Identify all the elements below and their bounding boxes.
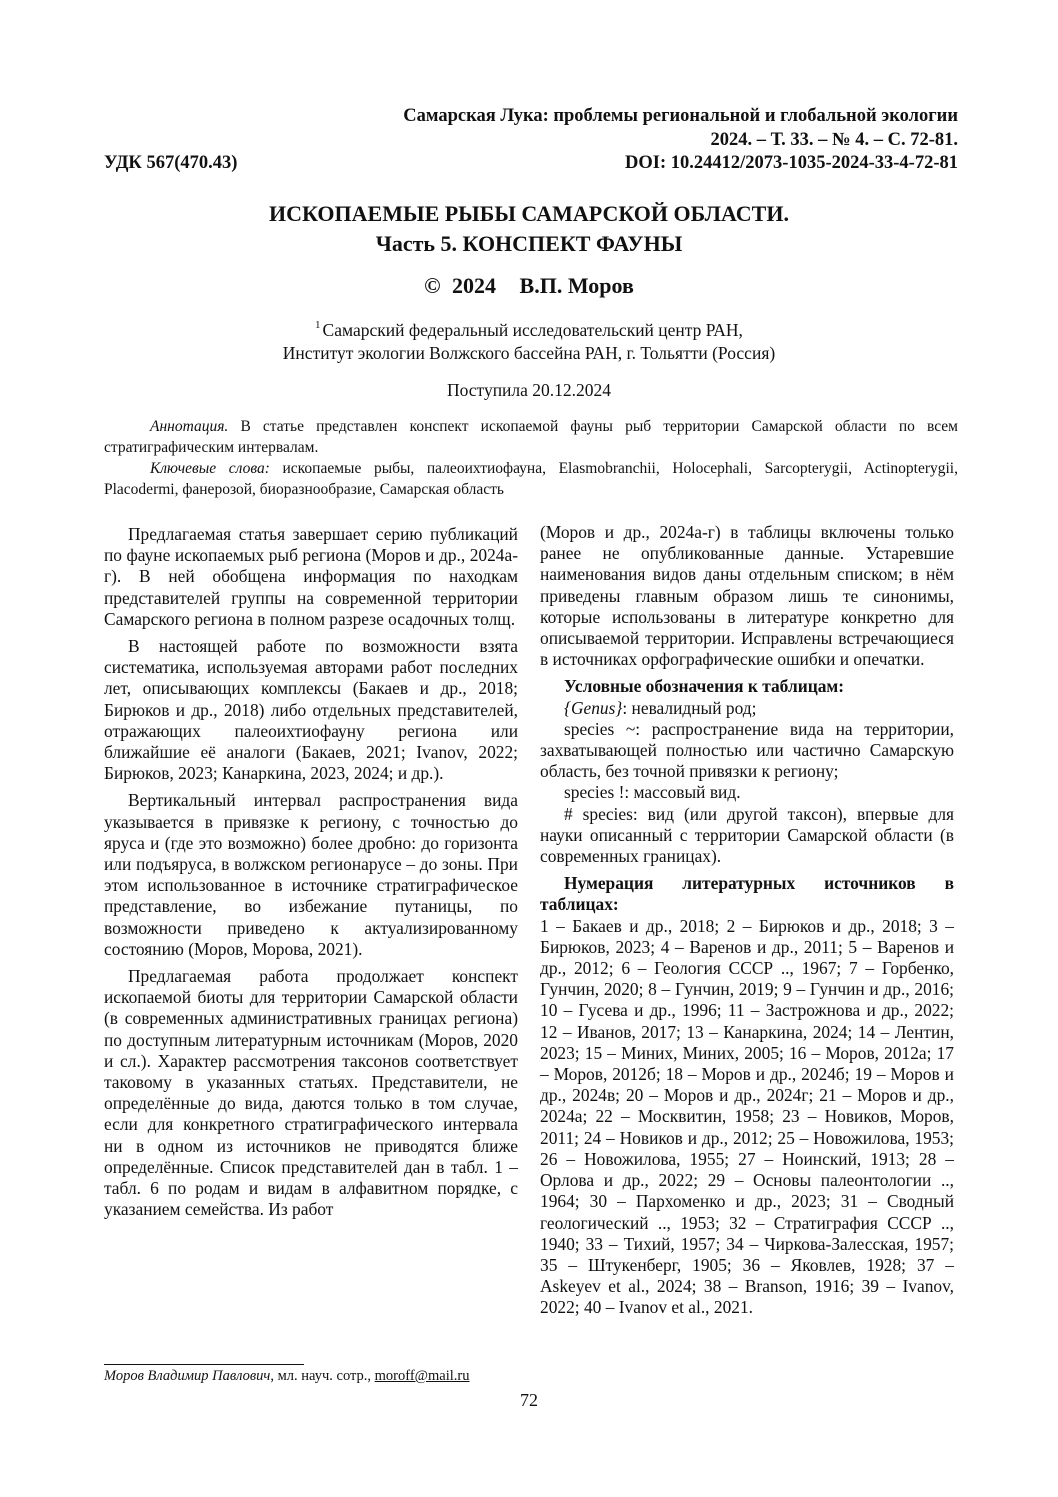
journal-issue: 2024. – Т. 33. – № 4. – С. 72-81. bbox=[710, 130, 958, 150]
body-paragraph: (Моров и др., 2024а-г) в таблицы включены только ранее не опубликованные данные. Устаревшие наименования видов даны отдельным списком; в нём приведены главным образом лишь те синонимы, которые использованы в литературе конкретно для описываемой территории. Исправлены встречающиеся в источниках орфографические ошибки и опечатки. bbox=[540, 522, 954, 670]
author-footnote bbox=[104, 1368, 469, 1385]
author-line bbox=[100, 273, 958, 299]
abstract bbox=[104, 416, 958, 458]
author-year: 2024 bbox=[452, 273, 497, 298]
body-paragraph: Предлагаемая работа продолжает конспект ископаемой биоты для территории Самарской области (в современных административных границах региона) по доступным литературным источникам (Моров, 2020 и сл.). Характер рассмотрения таксонов соответствует таковому в указанных статьях. Представители, не определённые до вида, даются только в том случае, если для конкретного стратиграфического интервала ни в одном из источников не приводятся ближе определённые. Список представителей дан в табл. 1 – табл. 6 по родам и видам в алфавитном порядке, с указанием семейства. Из работ bbox=[104, 966, 518, 1220]
page-number: 72 bbox=[520, 1390, 538, 1410]
legend-new-species: # species: вид (или другой таксон), впервые для науки описанный с территории Самарской области (в современных границах). bbox=[540, 803, 954, 867]
references-numbering: 1 – Бакаев и др., 2018; 2 – Бирюков и др., 2018; 3 – Бирюков, 2023; 4 – Варенов и др., 2011; 5 – Варенов и др., 2012; 6 – Геология СССР .., 1967; 7 – Горбенко, Гунчин, 2020; 8 – Гунчин, 2019; 9 – Гунчин и др., 2016; 10 – Гусева и др., 1996; 11 – Застрожнова и др., 2022; 12 – Иванов, 2017; 13 – Канаркина, 2024; 14 – Лентин, 2023; 15 – Миних, Миних, 2005; 16 – Моров, 2012а; 17 – Моров, 2012б; 18 – Моров и др., 2024б; 19 – Моров и др., 2024в; 20 – Моров и др., 2024г; 21 – Моров и др., 2024а; 22 – Москвитин, 1958; 23 – Новиков, Моров, 2011; 24 – Новиков и др., 2012; 25 – Новожилова, 1953; 26 – Новожилова, 1955; 27 – Ноинский, 1913; 28 – Орлова и др., 2022; 29 – Основы палеонтологии .., 1964; 30 – Пархоменко и др., 2023; 31 – Сводный геологический .., 1953; 32 – Стратиграфия СССР .., 1940; 33 – Тихий, 1957; 34 – Чиркова-Залесская, 1957; 35 – Штукенберг, 1905; 36 – Яковлев, 1928; 37 – Askeyev et al., 2024; 38 – Branson, 1916; 39 – Ivanov, 2022; 40 – Ivanov et al., 2021. bbox=[540, 915, 954, 1318]
doi[interactable]: DOI: 10.24412/2073-1035-2024-33-4-72-81 bbox=[625, 153, 958, 173]
author-name: В.П. Моров bbox=[519, 273, 634, 298]
affiliation-marker: 1 bbox=[315, 319, 321, 331]
title-line-1: ИСКОПАЕМЫЕ РЫБЫ САМАРСКОЙ ОБЛАСТИ. bbox=[269, 201, 789, 226]
keywords-label: Ключевые слова: bbox=[150, 460, 270, 477]
journal-header bbox=[403, 104, 958, 152]
legend-genus-symbol: {Genus} bbox=[564, 697, 623, 718]
affiliation-line-1: Самарский федеральный исследовательский центр РАН, bbox=[322, 320, 743, 340]
body-paragraph: Предлагаемая статья завершает серию публикаций по фауне ископаемых рыб региона (Моров и др., 2024а-г). В ней обобщена информация по находкам представителей группы на современной территории Самарского региона в полном разрезе осадочных толщ. bbox=[104, 524, 518, 629]
abstract-block bbox=[104, 416, 958, 500]
legend-heading: Условные обозначения к таблицам: bbox=[564, 676, 845, 697]
references-heading: Нумерация литературных источников в таблицах: bbox=[540, 873, 954, 915]
title-line-2: Часть 5. КОНСПЕКТ ФАУНЫ bbox=[375, 231, 683, 256]
body-column-right bbox=[540, 522, 954, 1325]
abstract-text: В статье представлен конспект ископаемой фауны рыб территории Самарской области по всем стратиграфическим интервалам. bbox=[104, 418, 958, 456]
footnote-position: , мл. науч. сотр., bbox=[270, 1368, 375, 1384]
keywords bbox=[104, 458, 958, 500]
footnote-author-name: Моров Владимир Павлович bbox=[104, 1368, 271, 1384]
body-column-left bbox=[104, 524, 518, 1227]
legend-range: species ~: распространение вида на территории, захватывающей полностью или частично Самарскую область, без точной привязки к региону; bbox=[540, 718, 954, 782]
footnote-rule bbox=[104, 1364, 304, 1365]
received-date: Поступила 20.12.2024 bbox=[446, 380, 612, 400]
journal-name: Самарская Лука: проблемы региональной и глобальной экологии bbox=[403, 106, 958, 126]
copyright-symbol: © bbox=[424, 273, 441, 298]
legend-mass: species !: массовый вид. bbox=[564, 782, 741, 803]
body-paragraph: Вертикальный интервал распространения вида указывается в привязке к региону, с точностью до яруса и (где это возможно) более дробно: до горизонта или подъяруса, в волжском регионарусе – до зоны. При этом использованное в источнике стратиграфическое представление, во избежание путаницы, по возможности приведено к актуализированному состоянию (Моров, Морова, 2021). bbox=[104, 790, 518, 959]
article-title bbox=[100, 199, 958, 259]
abstract-label: Аннотация. bbox=[150, 418, 229, 435]
body-paragraph: В настоящей работе по возможности взята систематика, используемая авторами работ последних лет, описывающих комплексы (Бакаев и др., 2018; Бирюков и др., 2018) либо отдельных представителей, отражающих палеоихтиофауну региона или ближайшие её аналоги (Бакаев, 2021; Ivanov, 2022; Бирюков, 2023; Канаркина, 2023, 2024; и др.). bbox=[104, 636, 518, 784]
udk-code: УДК 567(470.43) bbox=[104, 153, 238, 173]
keywords-text: ископаемые рыбы, палеоихтиофауна, Elasmobranchii, Holocephali, Sarcopterygii, Actinopterygii, Placodermi, фанерозой, биоразнообразие, Самарская область bbox=[104, 460, 958, 498]
footnote-email-link[interactable]: moroff@mail.ru bbox=[374, 1368, 470, 1384]
legend-genus bbox=[540, 698, 954, 719]
legend-genus-text: : невалидный род; bbox=[622, 697, 757, 718]
affiliation bbox=[100, 314, 958, 365]
affiliation-line-2: Институт экологии Волжского бассейна РАН, г. Тольятти (Россия) bbox=[282, 343, 776, 363]
